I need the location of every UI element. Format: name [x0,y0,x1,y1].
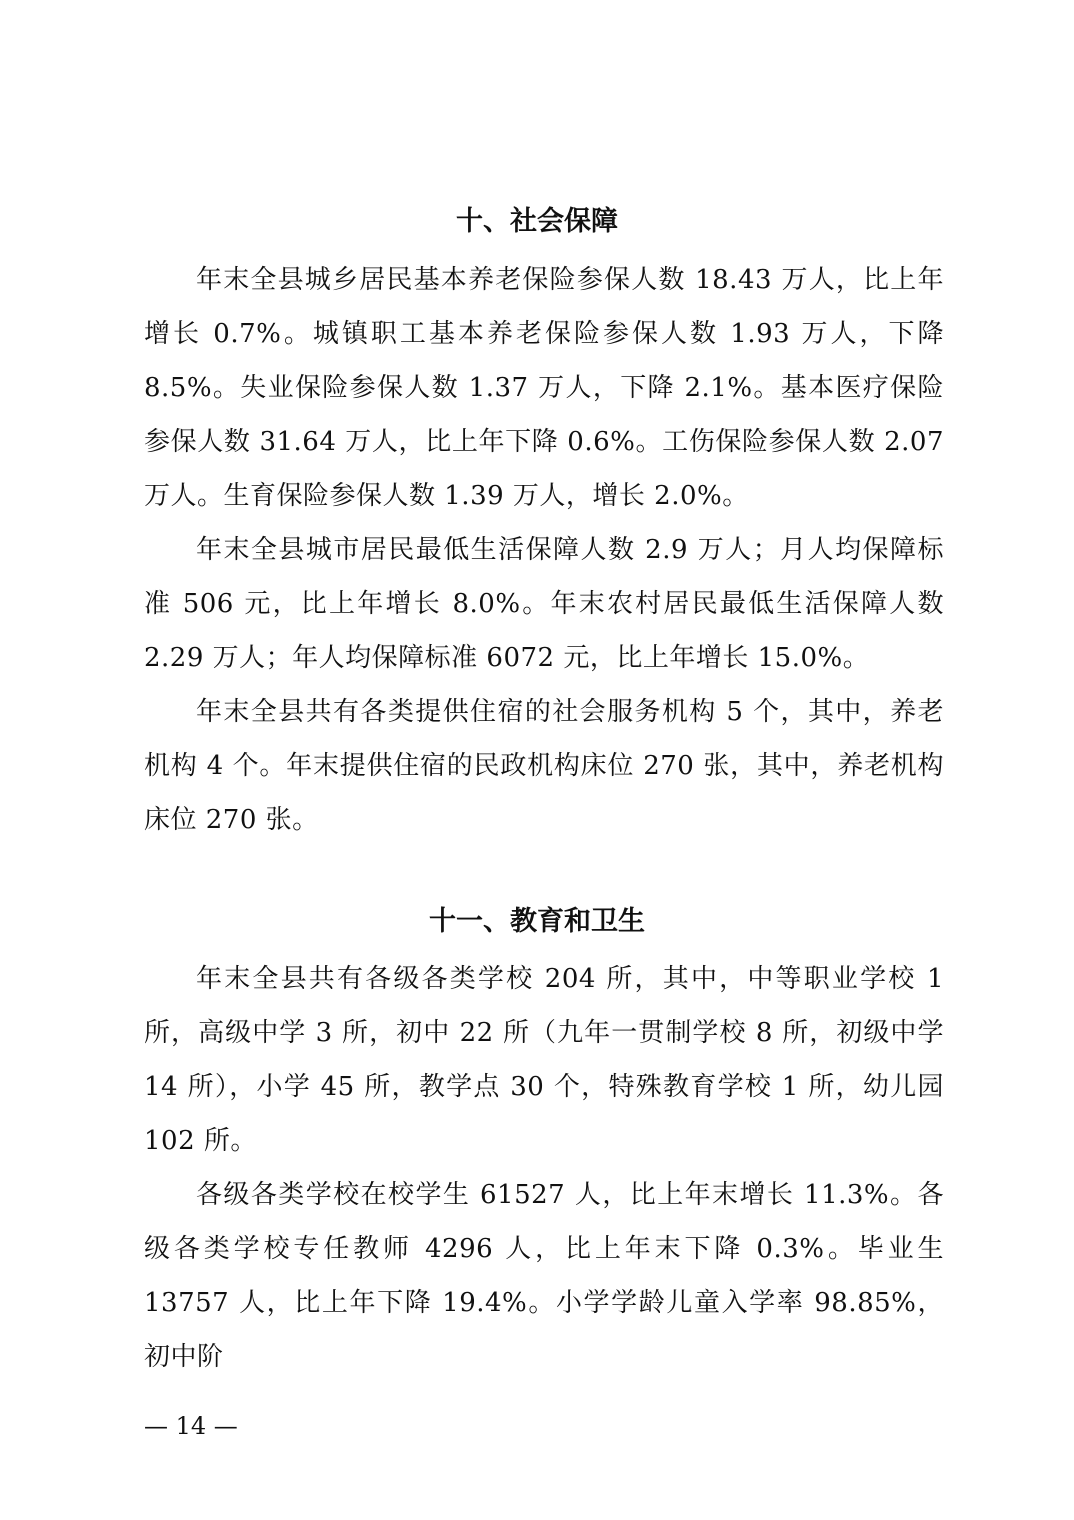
paragraph-social-service-institutions: 年末全县共有各类提供住宿的社会服务机构 5 个，其中，养老机构 4 个。年末提供住宿的民政机构床位 270 张，其中，养老机构床位 270 张。 [144,697,944,835]
paragraph-pension-insurance: 年末全县城乡居民基本养老保险参保人数 18.43 万人，比上年增长 0.7%。城镇职工基本养老保险参保人数 1.93 万人，下降 8.5%。失业保险参保人数 1.37 万人，下降 2.1%。基本医疗保险参保人数 31.64 万人，比上年下降 0.6%。工伤保险参保人数 2.07 万人。生育保险参保人数 1.39 万人，增长 2.0%。 [144,265,944,511]
paragraph-minimum-living-security: 年末全县城市居民最低生活保障人数 2.9 万人；月人均保障标准 506 元，比上年增长 8.0%。年末农村居民最低生活保障人数 2.29 万人；年人均保障标准 6072 元，比上年增长 15.0%。 [144,535,944,673]
paragraph-students-teachers: 各级各类学校在校学生 61527 人，比上年末增长 11.3%。各级各类学校专任教师 4296 人，比上年末下降 0.3%。毕业生 13757 人，比上年下降 19.4%。小学学龄儿童入学率 98.85%，初中阶 [144,1180,944,1372]
paragraph-schools: 年末全县共有各级各类学校 204 所，其中，中等职业学校 1 所，高级中学 3 所，初中 22 所（九年一贯制学校 8 所，初级中学 14 所），小学 45 所，教学点 30 个，特殊教育学校 1 所，幼儿园 102 所。 [144,964,944,1156]
section-heading-social-security: 十、社会保障 [456,206,618,237]
section-education-health-body [144,952,944,1384]
page-number: — 14 — [144,1412,238,1440]
section-social-security-body [144,253,944,847]
section-heading-education-health: 十一、教育和卫生 [429,906,645,937]
